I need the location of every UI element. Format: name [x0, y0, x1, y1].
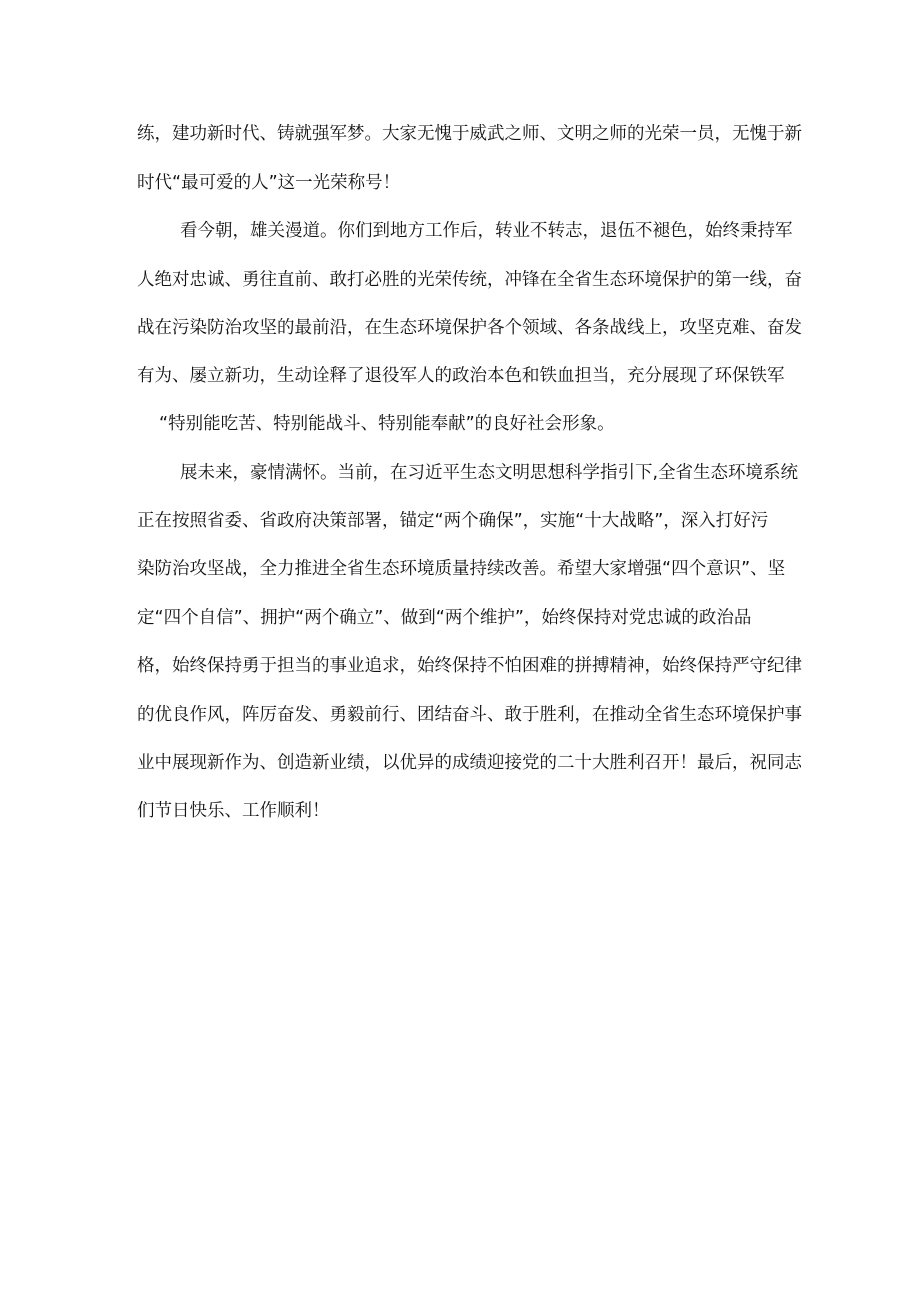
- text-line: “特别能吃苦、特别能战斗、特别能奉献”的良好社会形象。: [159, 414, 615, 434]
- paragraph-start-line: 展未来，豪情满怀。当前，在习近平生态文明思想科学指引下,全省生态环境系统: [180, 463, 799, 483]
- text-line: 时代“最可爱的人”这一光荣称号！: [137, 173, 401, 193]
- text-line: 染防治攻坚战，全力推进全省生态环境质量持续改善。希望大家增强“四个意识”、坚: [137, 559, 786, 579]
- text-line: 格，始终保持勇于担当的事业追求，始终保持不怕困难的拼搏精神，始终保持严守纪律: [137, 656, 802, 676]
- text-line: 的优良作风，阵厉奋发、勇毅前行、团结奋斗、敢于胜利，在推动全省生态环境保护事: [137, 705, 802, 725]
- text-line: 有为、屡立新功，生动诠释了退役军人的政治本色和铁血担当，充分展现了环保铁军: [137, 366, 785, 386]
- text-line: 战在污染防治攻坚的最前沿，在生态环境保护各个领域、各条战线上，攻坚克难、奋发: [137, 318, 802, 338]
- text-line: 定“四个自信”、拥护“两个确立”、做到“两个维护”，始终保持对党忠诚的政治品: [137, 608, 752, 628]
- paragraph-start-line: 看今朝，雄关漫道。你们到地方工作后，转业不转志，退伍不褪色，始终秉持军: [180, 221, 793, 241]
- text-line: 业中展现新作为、创造新业绩，以优异的成绩迎接党的二十大胜利召开！最后，祝同志: [137, 753, 802, 773]
- text-line: 人绝对忠诚、勇往直前、敢打必胜的光荣传统，冲锋在全省生态环境保护的第一线，奋: [137, 270, 802, 290]
- text-line: 们节日快乐、工作顺利！: [137, 801, 330, 821]
- text-line: 练，建功新时代、铸就强军梦。大家无愧于威武之师、文明之师的光荣一员，无愧于新: [137, 124, 802, 144]
- text-line: 正在按照省委、省政府决策部署，锚定“两个确保”，实施“十大战略”，深入打好污: [137, 511, 769, 531]
